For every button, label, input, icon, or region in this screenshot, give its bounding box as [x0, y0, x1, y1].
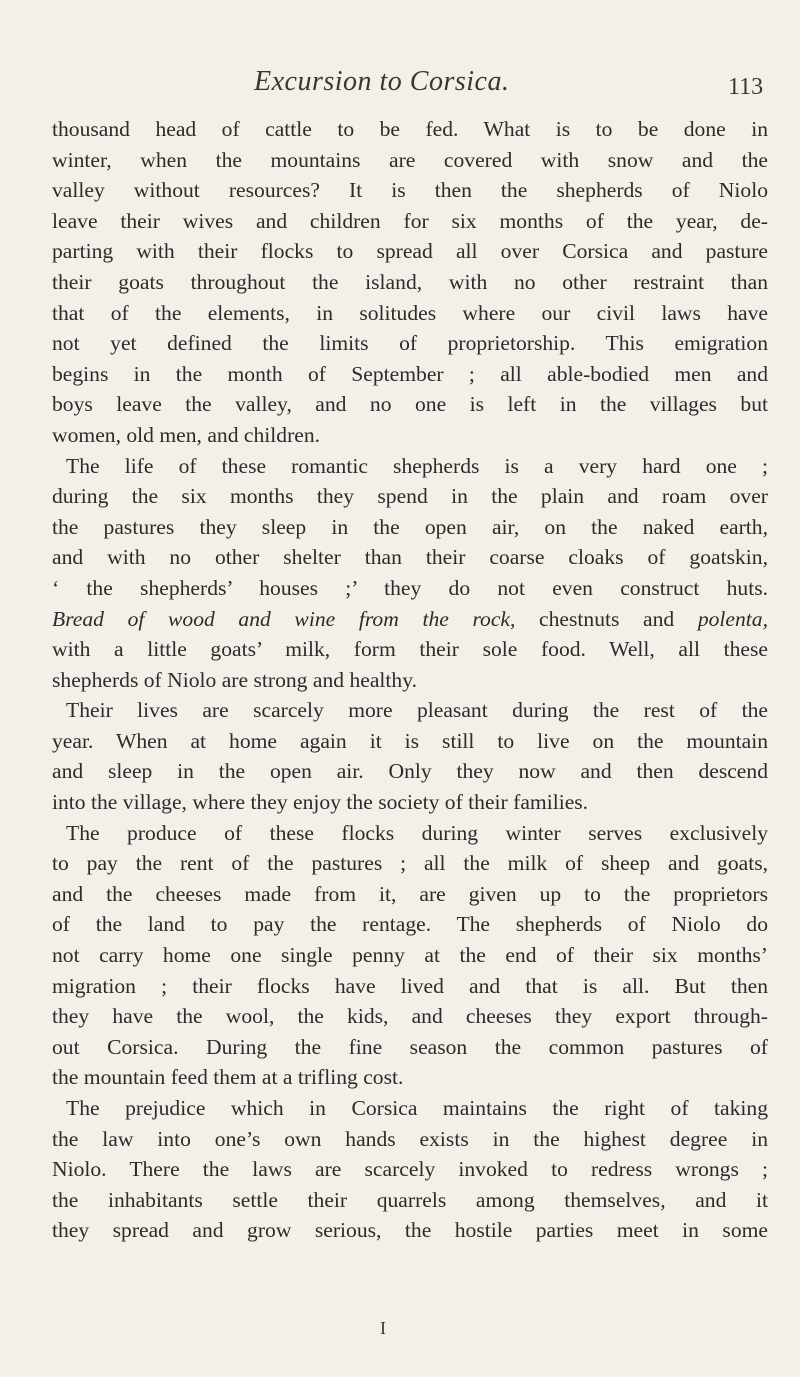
- text-line: the mountain feed them at a trifling cost.: [52, 1065, 404, 1090]
- text-line: they spread and grow serious, the hostile parties meet in some: [52, 1218, 768, 1243]
- italic-phrase: Bread of wood and wine from the rock,: [52, 606, 516, 631]
- text-line: into the village, where they enjoy the society of their families.: [52, 790, 589, 815]
- text-line: that of the elements, in solitudes where our civil laws have: [52, 300, 768, 325]
- text-line: and sleep in the open air. Only they now and then descend: [52, 759, 768, 784]
- text-line: and with no other shelter than their coarse cloaks of goatskin,: [52, 545, 768, 570]
- text-line: thousand head of cattle to be fed. What is to be done in: [52, 117, 768, 141]
- text-line: year. When at home again it is still to live on the mountain: [52, 728, 768, 753]
- text-line: not yet defined the limits of proprietorship. This emigration: [52, 331, 768, 356]
- text-line: begins in the month of September ; all able-bodied men and: [52, 361, 768, 386]
- text-line: and the cheeses made from it, are given up to the proprietors: [52, 881, 768, 906]
- text-line: of the land to pay the rentage. The shepherds of Niolo do: [52, 912, 768, 937]
- body-text: [52, 114, 768, 1246]
- italic-phrase: polenta,: [697, 606, 768, 631]
- text-line: The prejudice which in Corsica maintains the right of taking: [66, 1096, 768, 1120]
- text-line: the law into one’s own hands exists in the highest degree in: [52, 1126, 768, 1151]
- text-line: migration ; their flocks have lived and that is all. But then: [52, 973, 768, 998]
- text-line: women, old men, and children.: [52, 422, 321, 447]
- text-line: the pastures they sleep in the open air, on the naked earth,: [52, 514, 768, 539]
- text-line: Their lives are scarcely more pleasant during the rest of the: [66, 698, 768, 723]
- running-title: Excursion to Corsica.: [254, 66, 510, 97]
- text-line: boys leave the valley, and no one is left in the villages but: [52, 392, 768, 417]
- text-line: Niolo. There the laws are scarcely invoked to redress wrongs ;: [52, 1157, 768, 1182]
- text-line: the inhabitants settle their quarrels among themselves, and it: [52, 1187, 768, 1212]
- text-line: valley without resources? It is then the shepherds of Niolo: [52, 178, 768, 203]
- text-line: with a little goats’ milk, form their sole food. Well, all these: [52, 637, 768, 662]
- text-line: to pay the rent of the pastures ; all the milk of sheep and goats,: [52, 851, 768, 876]
- text-line: parting with their flocks to spread all over Corsica and pasture: [52, 239, 768, 264]
- plain-phrase: chestnuts and: [515, 606, 698, 631]
- text-line: leave their wives and children for six months of the year, de-: [52, 208, 768, 233]
- text-line: they have the wool, the kids, and cheeses they export through-: [52, 1004, 768, 1029]
- text-line: The life of these romantic shepherds is a very hard one ;: [66, 453, 768, 478]
- text-line: during the six months they spend in the plain and roam over: [52, 484, 768, 509]
- text-line: shepherds of Niolo are strong and healthy.: [52, 667, 417, 692]
- signature-mark: I: [380, 1318, 386, 1338]
- text-line: not carry home one single penny at the end of their six months’: [52, 943, 768, 968]
- text-line: winter, when the mountains are covered with snow and the: [52, 147, 768, 172]
- page-header: [0, 66, 800, 106]
- text-line: The produce of these flocks during winter serves exclusively: [66, 820, 768, 845]
- page-number: 113: [728, 74, 764, 100]
- text-line: their goats throughout the island, with no other restraint than: [52, 269, 768, 294]
- text-line: out Corsica. During the fine season the common pastures of: [52, 1034, 768, 1059]
- text-line-mixed: [52, 604, 768, 635]
- text-line: ‘ the shepherds’ houses ;’ they do not even construct huts.: [52, 575, 768, 600]
